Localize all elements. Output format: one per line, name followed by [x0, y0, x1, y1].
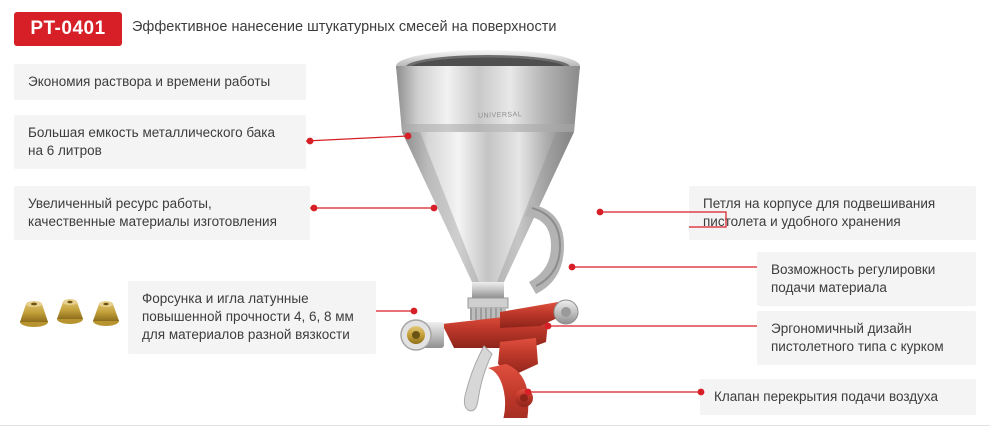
callout-saving: Экономия раствора и времени работы [14, 64, 306, 100]
callout-flow-adjustment: Возможность регулировки подачи материала [757, 252, 976, 306]
callout-hanging-loop: Петля на корпусе для подвешивания пистолета и удобного хранения [689, 186, 976, 240]
brass-nozzle-set [18, 286, 122, 330]
product-illustration [380, 46, 650, 418]
header-caption: Эффективное нанесение штукатурных смесей на поверхности [132, 19, 557, 35]
callout-air-valve: Клапан перекрытия подачи воздуха [700, 379, 976, 415]
brand-mark: UNIVERSAL [477, 111, 523, 120]
callout-tank-capacity: Большая емкость металлического бака на 6 литров [14, 115, 306, 169]
callout-durability: Увеличенный ресурс работы, качественные материалы изготовления [14, 186, 310, 240]
callout-nozzle-needle: Форсунка и игла латунные повышенной прочности 4, 6, 8 мм для материалов разной вязкости [128, 281, 376, 354]
callout-ergonomic-design: Эргономичный дизайн пистолетного типа с курком [757, 311, 976, 365]
model-badge: PT-0401 [14, 12, 122, 46]
